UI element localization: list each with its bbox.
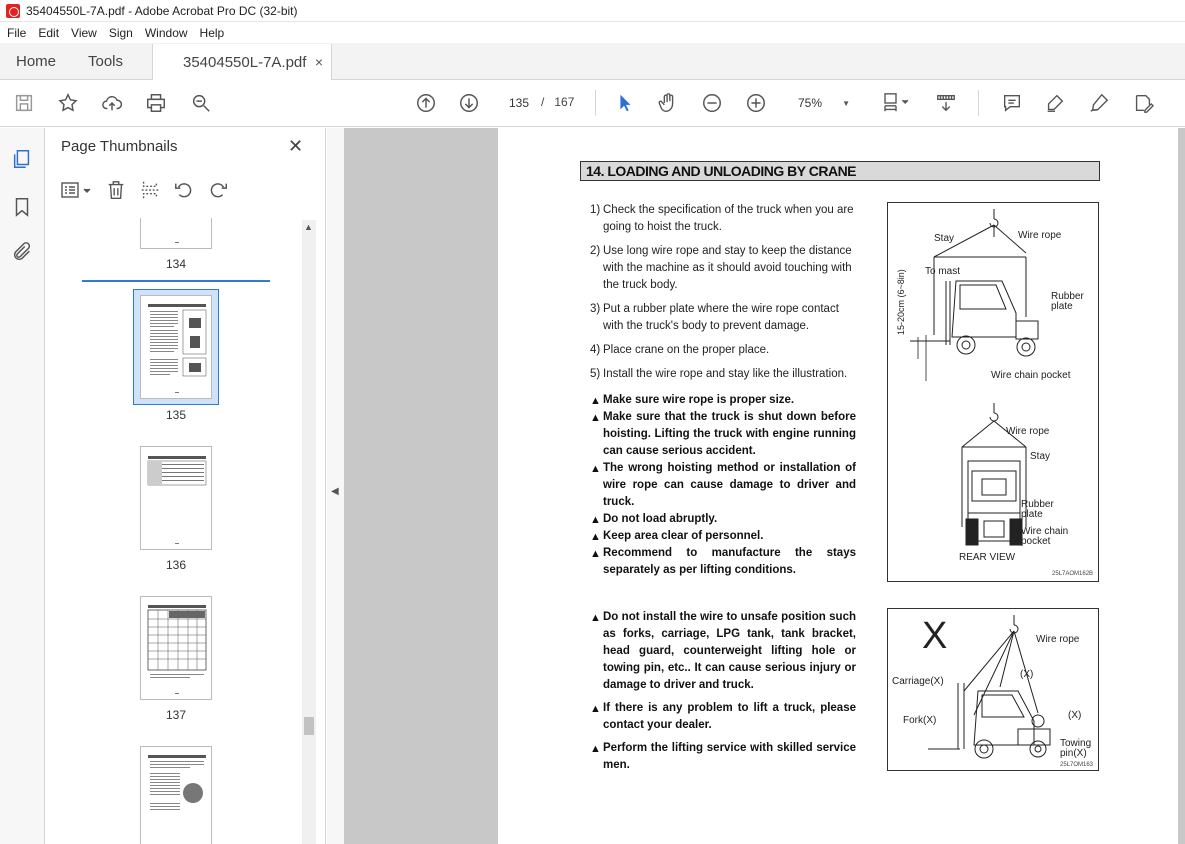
step-number: 4) <box>590 344 601 356</box>
step-number: 3) <box>590 303 601 315</box>
menu-file[interactable]: File <box>7 25 27 40</box>
menu-window[interactable]: Window <box>144 25 188 40</box>
upload-cloud-icon[interactable] <box>100 91 124 115</box>
warning-item <box>590 740 856 774</box>
panel-title: Page Thumbnails <box>61 138 178 155</box>
chevron-left-icon: ◀ <box>331 486 339 497</box>
label-wire-chain-pocket: Wire chain pocket <box>991 370 1071 381</box>
save-icon[interactable] <box>12 91 36 115</box>
warning-icon: ▲ <box>590 395 601 407</box>
thumbnails-panel <box>46 128 326 844</box>
thumbnail-page[interactable] <box>140 746 212 844</box>
label-dimension: 15-20cm (6~8in) <box>896 269 906 335</box>
thumbnail-label: 136 <box>165 558 187 572</box>
tab-home[interactable] <box>0 43 76 79</box>
toolbar-divider <box>595 90 596 116</box>
warning-icon: ▲ <box>590 514 601 526</box>
step-item <box>590 342 856 359</box>
thumbnail-label: 135 <box>165 408 187 422</box>
warning-text: Make sure wire rope is proper size. <box>603 394 795 406</box>
thumbnail-label: 137 <box>165 708 187 722</box>
label-fork: Fork(X) <box>903 715 937 726</box>
navigation-rail <box>0 128 45 844</box>
label-wire-rope-rear: Wire rope <box>1006 426 1050 437</box>
warning-text: The wrong hoisting method or installation of wire rope can cause damage to driver and truck. <box>603 462 856 508</box>
title-bar <box>0 0 1185 22</box>
page-separator: / <box>541 95 545 109</box>
window-title: 35404550L-7A.pdf - Adobe Acrobat Pro DC (32-bit) <box>26 3 298 18</box>
step-text: Install the wire rope and stay like the illustration. <box>603 368 848 380</box>
tab-document-label: 35404550L-7A.pdf <box>183 53 307 71</box>
tab-bar <box>0 43 1185 80</box>
acrobat-logo-icon <box>6 4 20 18</box>
warning-item <box>590 545 856 579</box>
warning-item <box>590 528 856 545</box>
step-item <box>590 301 856 335</box>
page-number-input[interactable]: 135 <box>500 91 538 115</box>
warning-text: Do not install the wire to unsafe position such as forks, carriage, LPG tank, tank bracket, head guard, counterweight lifting hole or towing pin, etc.. It can cause serious injury or damage to driver and truck. <box>603 611 856 691</box>
warning-icon: ▲ <box>590 743 601 755</box>
page-thumbnails-icon[interactable] <box>11 148 33 170</box>
step-number: 2) <box>590 245 601 257</box>
figure-code: 25L7OM163 <box>1060 762 1094 768</box>
attachment-icon[interactable] <box>11 241 33 263</box>
scroll-mode-icon[interactable] <box>934 91 958 115</box>
warning-item <box>590 511 856 528</box>
tab-tools[interactable] <box>76 43 152 79</box>
fill-sign-icon[interactable] <box>1131 91 1155 115</box>
warning-item <box>590 409 856 460</box>
crane-lifting-figure <box>887 202 1099 582</box>
warning-icon: ▲ <box>590 703 601 715</box>
step-text: Put a rubber plate where the wire rope contact with the truck's body to prevent damage. <box>603 303 839 332</box>
step-number: 5) <box>590 368 601 380</box>
search-zoom-icon[interactable] <box>189 91 213 115</box>
warning-text: Perform the lifting service with skilled service men. <box>603 742 856 771</box>
step-item <box>590 202 856 236</box>
step-text: Use long wire rope and stay to keep the distance with the machine as it should avoid touching with the truck body. <box>603 245 852 291</box>
thumbnail-page[interactable] <box>140 446 212 550</box>
label-x-head-guard: (X) <box>1020 669 1034 680</box>
menu-bar <box>0 22 1185 43</box>
tab-tools-label: Tools <box>88 52 124 70</box>
options-menu-icon[interactable] <box>60 179 94 201</box>
warning-text: Do not load abruptly. <box>603 513 718 525</box>
warning-icon: ▲ <box>590 548 601 560</box>
menu-help[interactable]: Help <box>199 25 225 40</box>
scroll-up-icon[interactable]: ▲ <box>304 222 313 232</box>
comment-icon[interactable] <box>1000 91 1024 115</box>
page-total: 167 <box>554 95 575 109</box>
warning-text: Recommend to manufacture the stays separately as per lifting conditions. <box>603 547 856 576</box>
print-icon[interactable] <box>144 91 168 115</box>
label-towing-pin: Towing pin(X) <box>1060 738 1092 759</box>
tab-home-label: Home <box>16 52 57 70</box>
zoom-in-icon[interactable] <box>744 91 768 115</box>
warning-icon: ▲ <box>590 463 601 475</box>
thumbnail-tools <box>60 178 230 202</box>
steps-list <box>590 202 856 390</box>
label-wire-chain-pocket-rear: Wire chain pocket <box>1021 526 1069 547</box>
wrong-method-x-mark: X <box>922 615 948 657</box>
scrollbar-thumb[interactable] <box>304 717 314 735</box>
label-to-mast: To mast <box>925 266 961 277</box>
warning-item <box>590 609 856 694</box>
thumbnail-page[interactable] <box>140 218 212 249</box>
thumbnail-page[interactable] <box>140 596 212 700</box>
chevron-down-icon: ▼ <box>842 98 850 108</box>
hand-tool-icon[interactable] <box>656 91 680 115</box>
warning-text: If there is any problem to lift a truck, please contact your dealer. <box>603 702 856 731</box>
step-number: 1) <box>590 204 601 216</box>
page-count <box>541 95 574 109</box>
menu-view[interactable]: View <box>71 25 97 40</box>
zoom-level-value: 75% <box>798 96 823 110</box>
star-icon[interactable] <box>56 91 80 115</box>
step-item <box>590 243 856 294</box>
figure-code: 25L7AOM162B <box>1052 571 1094 577</box>
warning-item <box>590 460 856 511</box>
label-rear-view: REAR VIEW <box>959 552 1016 563</box>
label-x-counterweight: (X) <box>1068 710 1082 721</box>
label-stay-rear: Stay <box>1030 451 1051 462</box>
previous-page-icon[interactable] <box>414 91 438 115</box>
extract-page-icon[interactable] <box>138 179 162 201</box>
next-page-icon[interactable] <box>457 91 481 115</box>
warning-item <box>590 700 856 734</box>
panel-collapse-handle[interactable] <box>327 128 344 844</box>
toolbar-divider <box>978 90 979 116</box>
forklift-side-and-rear-illustration <box>888 203 1100 583</box>
bookmark-icon[interactable] <box>11 196 33 218</box>
tab-close-icon[interactable]: × <box>314 54 323 70</box>
thumbnail-label: 134 <box>165 257 187 271</box>
label-wire-rope: Wire rope <box>1018 230 1062 241</box>
insert-marker <box>82 280 270 282</box>
document-viewport[interactable] <box>344 128 1185 844</box>
label-carriage: Carriage(X) <box>892 676 944 687</box>
close-panel-icon[interactable]: ✕ <box>288 136 304 156</box>
rotate-left-icon[interactable] <box>172 179 196 201</box>
step-text: Place crane on the proper place. <box>603 344 770 356</box>
incorrect-lifting-figure <box>887 608 1099 771</box>
pdf-page <box>498 128 1178 844</box>
step-text: Check the specification of the truck when you are going to hoist the truck. <box>603 204 854 233</box>
fit-page-icon[interactable] <box>878 91 914 115</box>
label-rubber-plate: Rubber plate <box>1051 291 1084 312</box>
step-item <box>590 366 856 383</box>
thumbnail-list <box>46 218 302 844</box>
zoom-level-select[interactable] <box>790 91 858 115</box>
warnings-list <box>590 392 856 579</box>
rotate-right-icon[interactable] <box>206 179 230 201</box>
label-wire-rope: Wire rope <box>1036 634 1080 645</box>
label-rubber-plate-rear: Rubber plate <box>1021 499 1054 520</box>
tab-document[interactable] <box>152 44 332 80</box>
warning-text: Keep area clear of personnel. <box>603 530 764 542</box>
warnings-list-2 <box>590 609 856 780</box>
warning-icon: ▲ <box>590 531 601 543</box>
zoom-out-icon[interactable] <box>700 91 724 115</box>
warning-icon: ▲ <box>590 612 601 624</box>
label-stay: Stay <box>934 233 955 244</box>
warning-icon: ▲ <box>590 412 601 424</box>
delete-page-icon[interactable] <box>104 179 128 201</box>
thumbnail-page[interactable] <box>140 295 212 399</box>
menu-edit[interactable]: Edit <box>38 25 60 40</box>
section-title: 14. LOADING AND UNLOADING BY CRANE <box>580 161 1100 181</box>
panel-scrollbar[interactable] <box>302 220 316 844</box>
draw-pen-icon[interactable] <box>1087 91 1111 115</box>
warning-text: Make sure that the truck is shut down before hoisting. Lifting the truck with engine running can cause serious accident. <box>603 411 856 457</box>
select-cursor-icon[interactable] <box>613 91 637 115</box>
warning-item <box>590 392 856 409</box>
menu-sign[interactable]: Sign <box>108 25 133 40</box>
toolbar <box>0 80 1185 127</box>
highlighter-icon[interactable] <box>1043 91 1067 115</box>
